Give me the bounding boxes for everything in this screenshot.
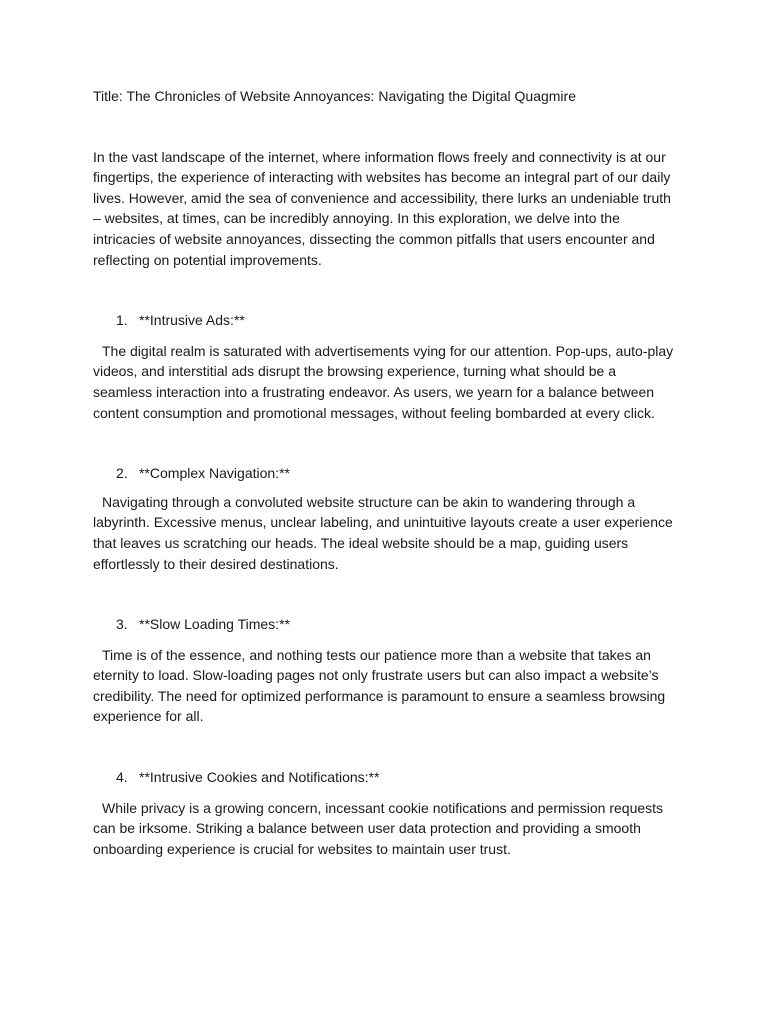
list-number: 1. (116, 312, 128, 329)
section-paragraph: The digital realm is saturated with advertisements vying for our attention. Pop-ups, auto-play videos, and interstitial ads disrupt the browsing experience, turning what should be a seamless interaction into a frustrating endeavor. As users, we yearn for a balance between content consumption and promotional messages, without feeling bombarded at every click. (93, 342, 674, 421)
list-number: 2. (116, 465, 128, 482)
section-intrusive-cookies (93, 767, 678, 859)
section-complex-navigation (93, 463, 678, 574)
section-heading (93, 767, 678, 788)
section-slow-loading-times (93, 614, 678, 727)
section-heading-text: **Slow Loading Times:** (139, 616, 290, 633)
section-heading-text: **Intrusive Ads:** (139, 312, 245, 329)
section-heading (93, 614, 678, 635)
list-number: 3. (116, 616, 128, 633)
section-intrusive-ads (93, 310, 678, 423)
intro-paragraph: In the vast landscape of the internet, where information flows freely and connectivity is at our fingertips, the experience of interacting with websites has become an integral part of our daily lives. However, amid the sea of convenience and accessibility, there lurks an undeniable truth – websites, at times, can be incredibly annoying. In this exploration, we delve into the intricacies of website annoyances, dissecting the common pitfalls that users encounter and reflecting on potential improvements. (93, 148, 671, 268)
section-heading-text: **Intrusive Cookies and Notifications:** (139, 769, 380, 786)
document-body (93, 86, 678, 859)
document-title: Title: The Chronicles of Website Annoyances: Navigating the Digital Quagmire (93, 88, 576, 104)
section-paragraph: Time is of the essence, and nothing tests our patience more than a website that takes an eternity to load. Slow-loading pages not only frustrate users but can also impact a website’s credibility. The need for optimized performance is paramount to ensure a seamless browsing experience for all. (93, 646, 666, 725)
section-paragraph: Navigating through a convoluted website structure can be akin to wandering through a labyrinth. Excessive menus, unclear labeling, and unintuitive layouts create a user experience that leaves us scratching our heads. The ideal website should be a map, guiding users effortlessly to their desired destinations. (93, 493, 673, 572)
section-heading (93, 463, 678, 484)
section-heading-text: **Complex Navigation:** (139, 465, 290, 482)
section-heading (93, 310, 678, 331)
list-number: 4. (116, 769, 128, 786)
section-paragraph: While privacy is a growing concern, incessant cookie notifications and permission requests can be irksome. Striking a balance between user data protection and providing a smooth onboarding experience is crucial for websites to maintain user trust. (93, 799, 664, 857)
